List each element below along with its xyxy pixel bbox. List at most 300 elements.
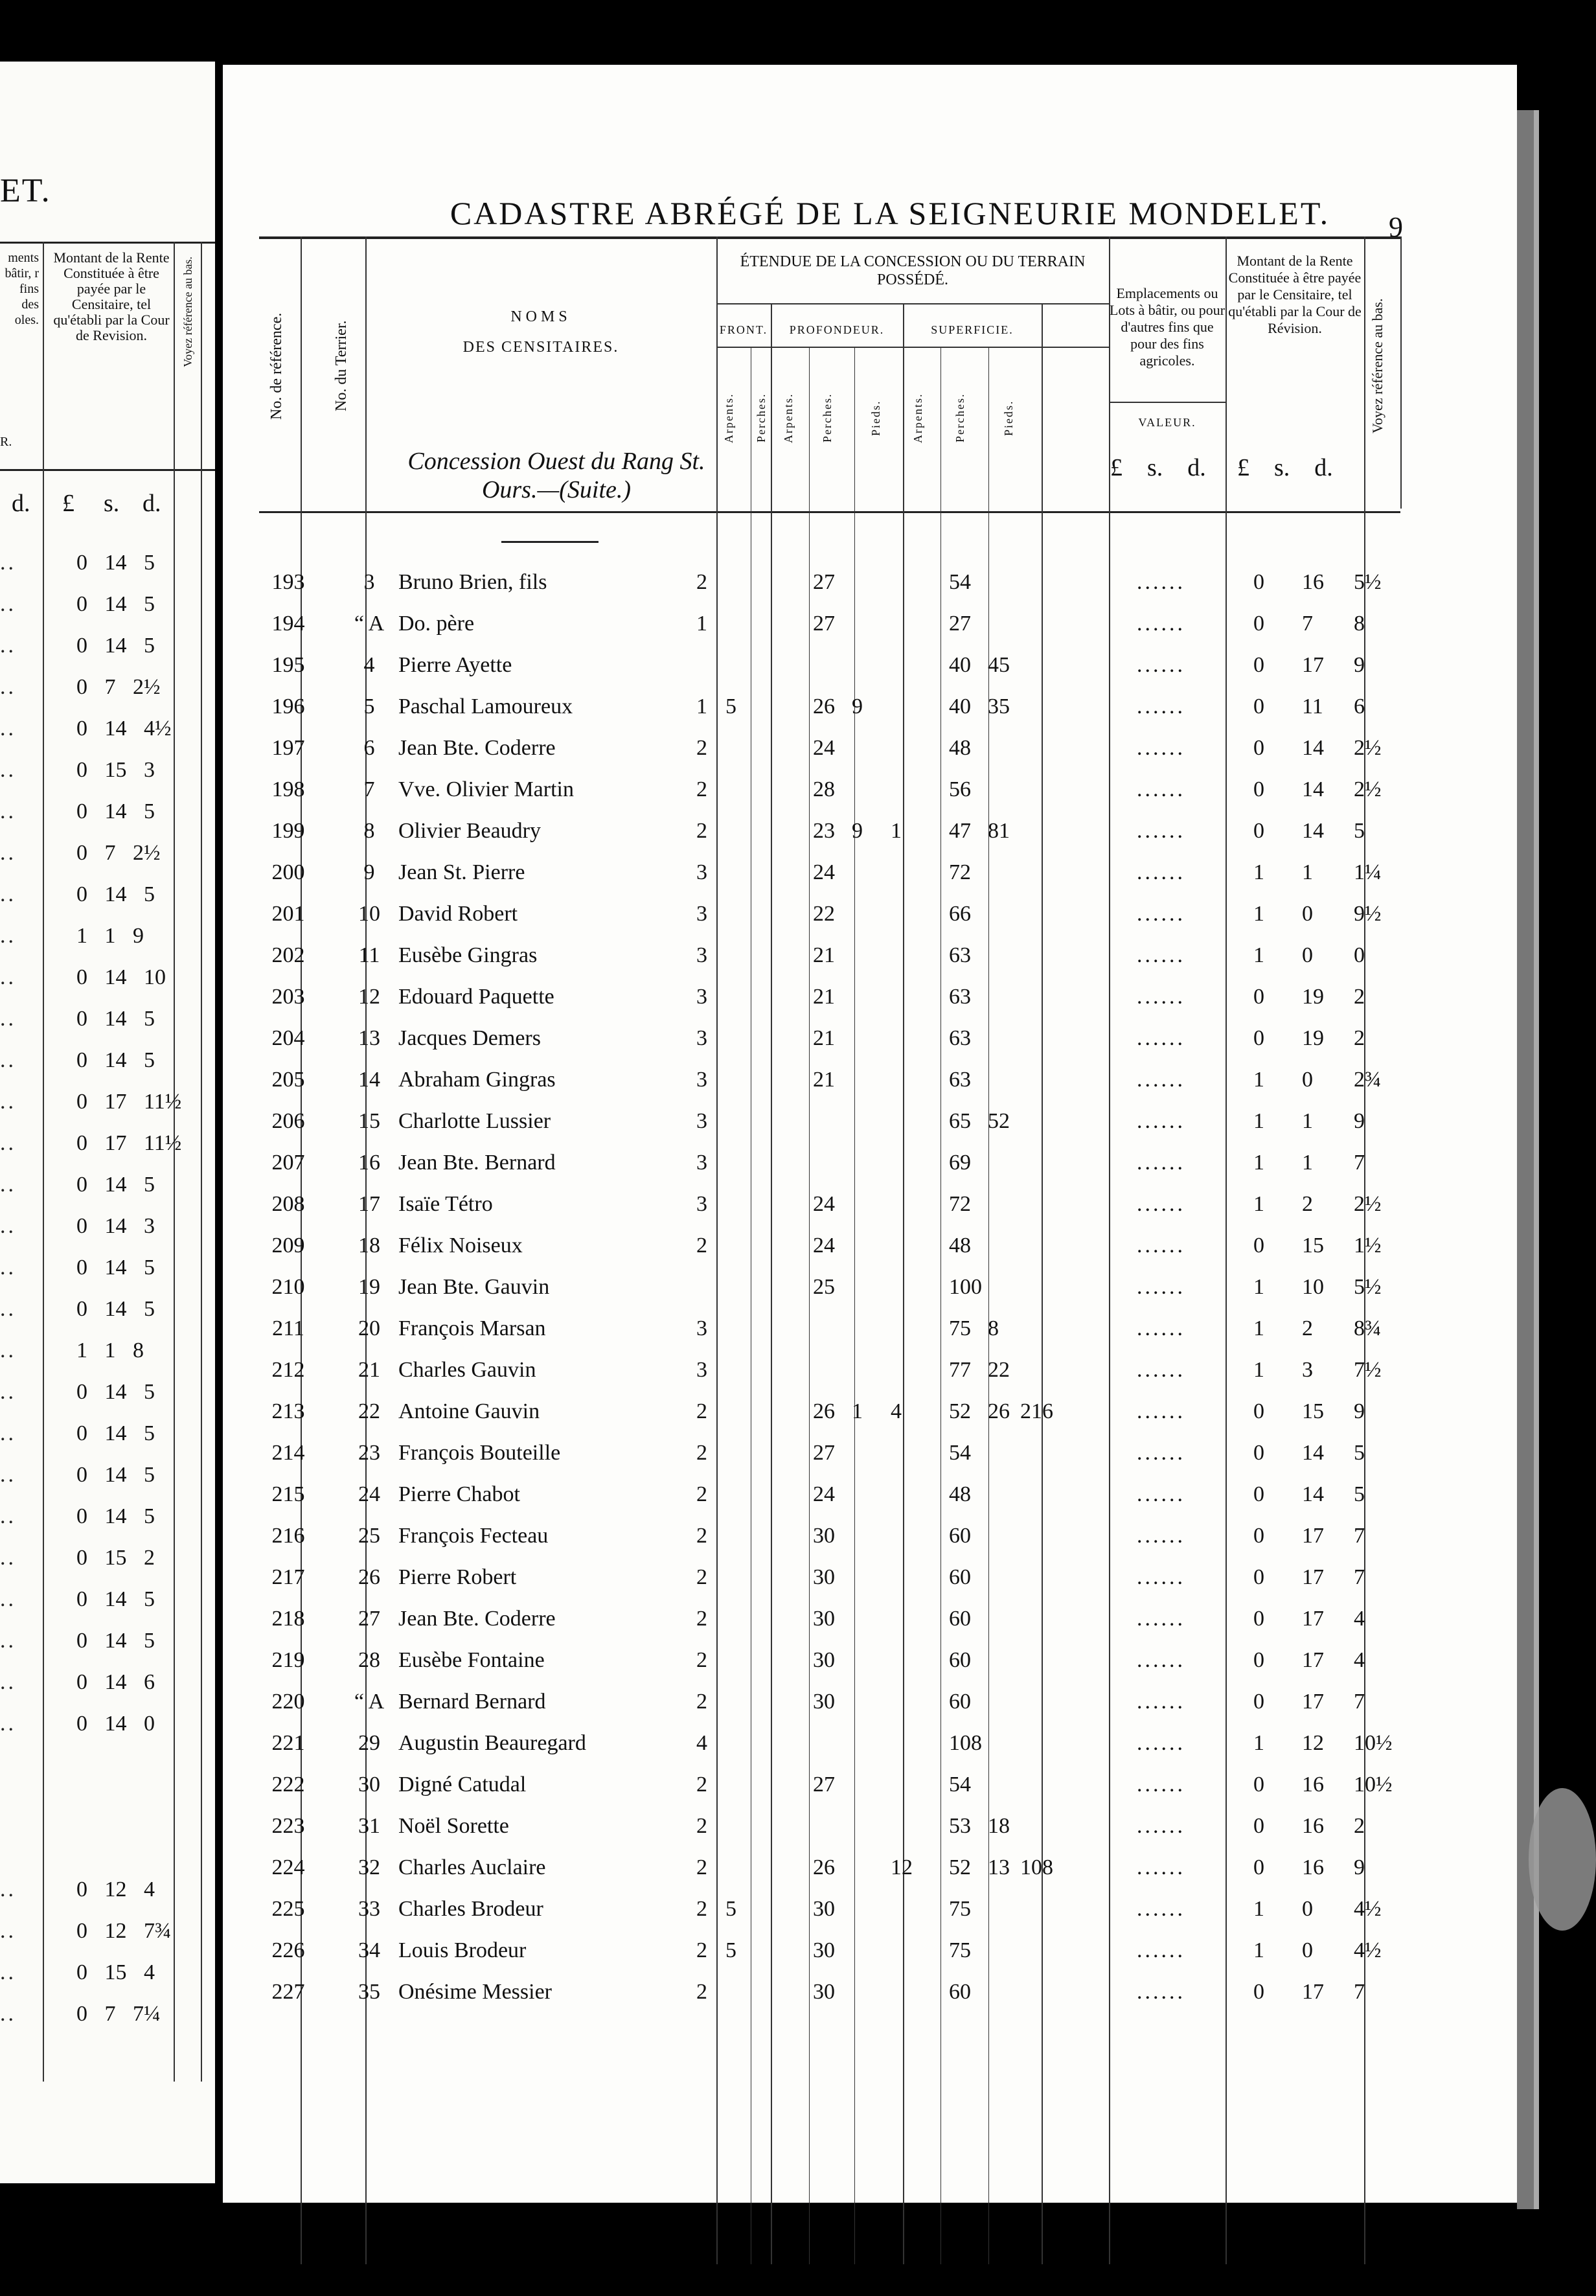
rente-pence: 2½ <box>1354 1192 1382 1216</box>
profondeur-arpents: 30 <box>813 1690 835 1714</box>
table-row <box>259 1938 1400 1980</box>
censitaire-name: François Marsan <box>398 1316 546 1340</box>
left-currency-pounds: £ <box>62 490 74 517</box>
table-row <box>259 1068 1400 1109</box>
header-prof-arpents: Arpents. <box>782 393 795 443</box>
front-arpents: 2 <box>696 1399 707 1423</box>
front-arpents: 2 <box>696 1482 707 1506</box>
terrier-number: 32 <box>358 1855 380 1879</box>
rente-pounds: 1 <box>1253 1275 1264 1299</box>
left-row-dots: .. <box>0 1048 16 1072</box>
left-row-dots: .. <box>0 1214 16 1238</box>
rente-shillings: 17 <box>1302 1690 1324 1714</box>
left-row-dots: .. <box>0 1338 16 1362</box>
rente-pounds: 0 <box>1253 736 1264 760</box>
left-currency-pence: d. <box>142 490 161 517</box>
ref-number: 202 <box>271 943 305 967</box>
table-row <box>259 1897 1400 1938</box>
left-row-amount: 0 15 3 <box>76 758 155 782</box>
ref-number: 204 <box>271 1026 305 1050</box>
rente-pounds: 1 <box>1253 1109 1264 1133</box>
front-arpents: 3 <box>696 1358 707 1382</box>
left-row-dots: .. <box>0 592 16 616</box>
ref-number: 200 <box>271 860 305 884</box>
table-row <box>259 1607 1400 1648</box>
rente-shillings: 14 <box>1302 777 1324 801</box>
censitaire-name: Onésime Messier <box>398 1980 553 2004</box>
left-row-dots: .. <box>0 1504 16 1528</box>
rente-pence: 5 <box>1354 1482 1365 1506</box>
rente-shillings: 2 <box>1302 1316 1313 1340</box>
valeur: ...... <box>1137 1358 1185 1382</box>
table-row <box>259 1565 1400 1607</box>
profondeur-arpents: 23 <box>813 819 835 843</box>
rente-shillings: 0 <box>1302 1068 1313 1092</box>
header-sup-arpents: Arpents. <box>911 393 924 443</box>
left-row-amount: 0 14 5 <box>76 799 155 823</box>
left-row-dots: .. <box>0 717 16 740</box>
superficie-arpents: 63 <box>949 1026 971 1050</box>
valeur: ...... <box>1137 1192 1185 1216</box>
header-rule <box>1109 402 1226 403</box>
left-row-amount: 0 17 11½ <box>76 1131 182 1155</box>
ref-number: 214 <box>271 1441 305 1465</box>
ref-number: 209 <box>271 1234 305 1257</box>
terrier-number: 12 <box>358 985 380 1009</box>
censitaire-name: Do. père <box>398 612 475 636</box>
header-etendue: ÉTENDUE DE LA CONCESSION OU DU TERRAIN POSSÉDÉ. <box>740 253 1086 288</box>
header-front: FRONT. <box>719 323 768 336</box>
terrier-number: “ A <box>354 1690 385 1714</box>
rente-pence: 7 <box>1354 1524 1365 1548</box>
profondeur-perches: 9 <box>852 819 863 843</box>
front-arpents: 2 <box>696 1980 707 2004</box>
rente-shillings: 11 <box>1302 695 1323 718</box>
rente-pounds: 0 <box>1253 1773 1264 1797</box>
header-superficie: SUPERFICIE. <box>931 323 1014 336</box>
table-row <box>259 1109 1400 1151</box>
left-row <box>0 710 194 752</box>
left-currency-d: d. <box>12 490 30 517</box>
terrier-number: 31 <box>358 1814 380 1838</box>
table-row <box>259 1026 1400 1068</box>
profondeur-pieds: 12 <box>891 1855 913 1879</box>
ref-number: 223 <box>271 1814 305 1838</box>
superficie-arpents: 69 <box>949 1151 971 1175</box>
left-row-amount: 0 14 5 <box>76 1048 155 1072</box>
profondeur-arpents: 24 <box>813 736 835 760</box>
superficie-arpents: 60 <box>949 1565 971 1589</box>
superficie-arpents: 27 <box>949 612 971 636</box>
valeur: ...... <box>1137 1482 1185 1506</box>
table-row <box>259 1980 1400 2021</box>
superficie-perches: 8 <box>988 1316 999 1340</box>
left-row-amount: 1 1 8 <box>76 1338 144 1362</box>
table-row <box>259 1814 1400 1855</box>
censitaire-name: Noël Sorette <box>398 1814 509 1838</box>
valeur: ...... <box>1137 1731 1185 1755</box>
superficie-arpents: 52 <box>949 1855 971 1879</box>
left-row-amount: 0 12 7¾ <box>76 1919 172 1943</box>
terrier-number: 16 <box>358 1151 380 1175</box>
rente-pounds: 0 <box>1253 1234 1264 1257</box>
rente-shillings: 14 <box>1302 1441 1324 1465</box>
left-row <box>0 1912 194 1954</box>
rente-pounds: 0 <box>1253 985 1264 1009</box>
rente-pence: 0 <box>1354 943 1365 967</box>
superficie-arpents: 75 <box>949 1897 971 1921</box>
terrier-number: 29 <box>358 1731 380 1755</box>
left-row <box>0 917 194 959</box>
table-row <box>259 902 1400 943</box>
terrier-number: 35 <box>358 1980 380 2004</box>
rente-pence: 5½ <box>1354 570 1382 594</box>
left-row <box>0 1373 194 1415</box>
section-rule <box>501 541 598 543</box>
valeur: ...... <box>1137 1938 1185 1962</box>
rente-pence: 7 <box>1354 1690 1365 1714</box>
left-row <box>0 1332 194 1373</box>
front-arpents: 2 <box>696 570 707 594</box>
valeur-currency <box>1110 453 1206 482</box>
censitaire-name: Digné Catudal <box>398 1773 527 1797</box>
terrier-number: 27 <box>358 1607 380 1631</box>
rente-pence: 9 <box>1354 653 1365 677</box>
valeur: ...... <box>1137 1275 1185 1299</box>
rente-pounds: 0 <box>1253 1441 1264 1465</box>
header-profondeur: PROFONDEUR. <box>789 323 885 336</box>
rente-pounds: 0 <box>1253 1482 1264 1506</box>
censitaire-name: Isaïe Tétro <box>398 1192 493 1216</box>
superficie-perches: 35 <box>988 695 1010 718</box>
rente-pence: 9 <box>1354 1109 1365 1133</box>
valeur: ...... <box>1137 1234 1185 1257</box>
censitaire-name: Pierre Robert <box>398 1565 517 1589</box>
rente-shillings: 16 <box>1302 1773 1324 1797</box>
left-row-amount: 0 14 5 <box>76 882 155 906</box>
valeur: ...... <box>1137 1607 1185 1631</box>
table-row <box>259 1234 1400 1275</box>
rente-pence: 4 <box>1354 1607 1365 1631</box>
left-row-dots: .. <box>0 1421 16 1445</box>
left-row-amount: 0 14 5 <box>76 1297 155 1321</box>
valeur: ...... <box>1137 1897 1185 1921</box>
terrier-number: 17 <box>358 1192 380 1216</box>
rente-pounds: 0 <box>1253 1690 1264 1714</box>
header-voyez: Voyez référence au bas. <box>1369 298 1385 434</box>
left-row-amount: 0 14 3 <box>76 1214 155 1238</box>
censitaire-name: Vve. Olivier Martin <box>398 777 574 801</box>
left-row <box>0 1830 194 1871</box>
rente-shillings: 14 <box>1302 1482 1324 1506</box>
front-arpents: 2 <box>696 736 707 760</box>
table-row <box>259 1151 1400 1192</box>
superficie-pieds: 216 <box>1020 1399 1053 1423</box>
rente-pence: 1½ <box>1354 1234 1382 1257</box>
superficie-arpents: 63 <box>949 985 971 1009</box>
superficie-arpents: 60 <box>949 1607 971 1631</box>
rente-pence: 7½ <box>1354 1358 1382 1382</box>
left-running-head: ET. <box>0 172 51 209</box>
left-row-dots: .. <box>0 882 16 906</box>
rente-pence: 8 <box>1354 612 1365 636</box>
table-row <box>259 943 1400 985</box>
left-row-amount: 0 17 11½ <box>76 1090 182 1114</box>
rente-pence: 1¼ <box>1354 860 1382 884</box>
profondeur-pieds: 1 <box>891 819 902 843</box>
rente-pounds: 1 <box>1253 1731 1264 1755</box>
rente-pounds: 1 <box>1253 1192 1264 1216</box>
rente-pounds: 0 <box>1253 1399 1264 1423</box>
rente-pounds: 0 <box>1253 1814 1264 1838</box>
rente-pence: 9 <box>1354 1399 1365 1423</box>
ref-number: 216 <box>271 1524 305 1548</box>
profondeur-arpents: 21 <box>813 1026 835 1050</box>
censitaire-name: Jean Bte. Coderre <box>398 1607 556 1631</box>
table-row <box>259 1855 1400 1897</box>
censitaire-name: François Fecteau <box>398 1524 549 1548</box>
valeur: ...... <box>1137 985 1185 1009</box>
valeur: ...... <box>1137 1109 1185 1133</box>
rente-pounds: 0 <box>1253 1980 1264 2004</box>
front-arpents: 2 <box>696 1524 707 1548</box>
superficie-arpents: 60 <box>949 1980 971 2004</box>
front-arpents: 2 <box>696 1690 707 1714</box>
terrier-number: 14 <box>358 1068 380 1092</box>
profondeur-arpents: 21 <box>813 985 835 1009</box>
currency-pence: d. <box>1314 454 1333 481</box>
rente-pounds: 1 <box>1253 943 1264 967</box>
left-row-amount: 0 7 2½ <box>76 675 161 699</box>
left-row-amount: 0 12 4 <box>76 1877 155 1901</box>
terrier-number: “ A <box>354 612 385 636</box>
censitaire-name: Olivier Beaudry <box>398 819 541 843</box>
ref-number: 193 <box>271 570 305 594</box>
terrier-number: 11 <box>358 943 380 967</box>
rente-pence: 5½ <box>1354 1275 1382 1299</box>
profondeur-arpents: 26 <box>813 695 835 718</box>
header-prof-pieds: Pieds. <box>869 400 882 436</box>
left-row <box>0 1291 194 1332</box>
profondeur-perches: 9 <box>852 695 863 718</box>
valeur: ...... <box>1137 1814 1185 1838</box>
valeur: ...... <box>1137 943 1185 967</box>
rente-shillings: 19 <box>1302 985 1324 1009</box>
left-row-amount: 0 14 5 <box>76 1380 155 1404</box>
rente-pence: 5 <box>1354 819 1365 843</box>
ledger-page <box>223 65 1517 2203</box>
left-row-dots: .. <box>0 634 16 658</box>
left-row-dots: .. <box>0 1877 16 1901</box>
front-arpents: 3 <box>696 902 707 926</box>
rente-shillings: 17 <box>1302 1648 1324 1672</box>
profondeur-perches: 1 <box>852 1399 863 1423</box>
profondeur-arpents: 24 <box>813 1192 835 1216</box>
left-row-dots: .. <box>0 1173 16 1197</box>
valeur: ...... <box>1137 570 1185 594</box>
left-row <box>0 752 194 793</box>
front-arpents: 2 <box>696 1855 707 1879</box>
left-row <box>0 1954 194 1995</box>
ref-number: 199 <box>271 819 305 843</box>
table-row <box>259 653 1400 695</box>
rente-shillings: 1 <box>1302 860 1313 884</box>
profondeur-arpents: 30 <box>813 1648 835 1672</box>
front-arpents: 2 <box>696 1648 707 1672</box>
ref-number: 224 <box>271 1855 305 1879</box>
left-row <box>0 1125 194 1166</box>
table-row <box>259 1648 1400 1690</box>
page-number: 9 <box>1389 211 1403 243</box>
front-arpents: 2 <box>696 1234 707 1257</box>
left-row <box>0 1083 194 1125</box>
left-row-dots: .. <box>0 551 16 575</box>
table-row <box>259 1690 1400 1731</box>
ref-number: 219 <box>271 1648 305 1672</box>
ref-number: 206 <box>271 1109 305 1133</box>
censitaire-name: Charlotte Lussier <box>398 1109 551 1133</box>
left-row <box>0 1415 194 1456</box>
currency-shillings: s. <box>1147 454 1163 481</box>
front-arpents: 3 <box>696 1316 707 1340</box>
censitaire-name: Eusèbe Fontaine <box>398 1648 545 1672</box>
superficie-perches: 45 <box>988 653 1010 677</box>
left-row <box>0 544 194 586</box>
left-row-dots: .. <box>0 965 16 989</box>
left-row-amount: 0 14 5 <box>76 1421 155 1445</box>
valeur: ...... <box>1137 1068 1185 1092</box>
left-row <box>0 627 194 669</box>
profondeur-arpents: 28 <box>813 777 835 801</box>
left-row-amount: 0 14 5 <box>76 592 155 616</box>
rente-shillings: 16 <box>1302 570 1324 594</box>
terrier-number: 26 <box>358 1565 380 1589</box>
superficie-perches: 18 <box>988 1814 1010 1838</box>
superficie-arpents: 60 <box>949 1524 971 1548</box>
censitaire-name: Paschal Lamoureux <box>398 695 573 718</box>
superficie-arpents: 40 <box>949 695 971 718</box>
profondeur-arpents: 30 <box>813 1524 835 1548</box>
left-row-dots: .. <box>0 1297 16 1321</box>
superficie-arpents: 48 <box>949 1234 971 1257</box>
superficie-arpents: 77 <box>949 1358 971 1382</box>
left-row-dots: .. <box>0 2002 16 2026</box>
terrier-number: 9 <box>363 860 375 884</box>
section-title: Concession Ouest du Rang St. Ours.—(Suite.) <box>407 448 705 503</box>
rente-shillings: 10 <box>1302 1275 1324 1299</box>
rente-pence: 4½ <box>1354 1938 1382 1962</box>
rente-pence: 2½ <box>1354 777 1382 801</box>
rente-pounds: 1 <box>1253 1151 1264 1175</box>
ref-number: 194 <box>271 612 305 636</box>
valeur: ...... <box>1137 1441 1185 1465</box>
valeur: ...... <box>1137 1690 1185 1714</box>
left-header-col1: ments bâtir, r fins des oles. <box>5 251 39 327</box>
profondeur-arpents: 21 <box>813 943 835 967</box>
rente-pence: 6 <box>1354 695 1365 718</box>
currency-shillings: s. <box>1274 454 1290 481</box>
censitaire-name: Charles Gauvin <box>398 1358 536 1382</box>
superficie-arpents: 40 <box>949 653 971 677</box>
ref-number: 203 <box>271 985 305 1009</box>
currency-pence: d. <box>1187 454 1206 481</box>
censitaire-name: Jean St. Pierre <box>398 860 525 884</box>
superficie-arpents: 48 <box>949 1482 971 1506</box>
censitaire-name: Charles Brodeur <box>398 1897 543 1921</box>
left-row <box>0 1788 194 1830</box>
front-perches: 5 <box>725 695 736 718</box>
censitaire-name: François Bouteille <box>398 1441 561 1465</box>
terrier-number: 18 <box>358 1234 380 1257</box>
left-row <box>0 1456 194 1498</box>
left-row-amount: 0 14 5 <box>76 1463 155 1487</box>
table-row <box>259 1316 1400 1358</box>
left-row <box>0 1539 194 1581</box>
rente-shillings: 17 <box>1302 1565 1324 1589</box>
left-row-dots: .. <box>0 1670 16 1694</box>
front-arpents: 3 <box>696 985 707 1009</box>
rente-pence: 7 <box>1354 1565 1365 1589</box>
ref-number: 205 <box>271 1068 305 1092</box>
valeur: ...... <box>1137 653 1185 677</box>
ref-number: 225 <box>271 1897 305 1921</box>
ref-number: 215 <box>271 1482 305 1506</box>
rente-pence: 2½ <box>1354 736 1382 760</box>
left-row <box>0 834 194 876</box>
censitaire-name: Jean Bte. Bernard <box>398 1151 556 1175</box>
table-row <box>259 1441 1400 1482</box>
front-arpents: 2 <box>696 1565 707 1589</box>
front-arpents: 3 <box>696 860 707 884</box>
rente-shillings: 17 <box>1302 653 1324 677</box>
left-row <box>0 1166 194 1208</box>
terrier-number: 24 <box>358 1482 380 1506</box>
superficie-perches: 81 <box>988 819 1010 843</box>
rente-shillings: 14 <box>1302 736 1324 760</box>
profondeur-arpents: 22 <box>813 902 835 926</box>
rente-shillings: 14 <box>1302 819 1324 843</box>
rente-pence: 9 <box>1354 1855 1365 1879</box>
terrier-number: 7 <box>363 777 375 801</box>
front-arpents: 1 <box>696 612 707 636</box>
terrier-number: 8 <box>363 819 375 843</box>
profondeur-arpents: 30 <box>813 1565 835 1589</box>
superficie-arpents: 54 <box>949 570 971 594</box>
rente-pence: 9½ <box>1354 902 1382 926</box>
left-row-amount: 0 14 5 <box>76 1007 155 1031</box>
superficie-arpents: 47 <box>949 819 971 843</box>
valeur: ...... <box>1137 736 1185 760</box>
superficie-pieds: 108 <box>1020 1855 1053 1879</box>
left-currency-shillings: s. <box>104 490 120 517</box>
valeur: ...... <box>1137 860 1185 884</box>
rente-pounds: 1 <box>1253 1938 1264 1962</box>
front-perches: 5 <box>725 1938 736 1962</box>
censitaire-name: Félix Noiseux <box>398 1234 523 1257</box>
header-montant: Montant de la Rente Constituée à être payée par le Censitaire, tel qu'établi par la Cour de Révision. <box>1228 253 1362 336</box>
rente-pence: 2¾ <box>1354 1068 1382 1092</box>
terrier-number: 23 <box>358 1441 380 1465</box>
left-row <box>0 669 194 710</box>
terrier-number: 3 <box>363 570 375 594</box>
left-row-dots: .. <box>0 1007 16 1031</box>
profondeur-arpents: 26 <box>813 1855 835 1879</box>
ref-number: 208 <box>271 1192 305 1216</box>
valeur: ...... <box>1137 777 1185 801</box>
left-row <box>0 876 194 917</box>
front-arpents: 3 <box>696 1109 707 1133</box>
left-row <box>0 1581 194 1622</box>
